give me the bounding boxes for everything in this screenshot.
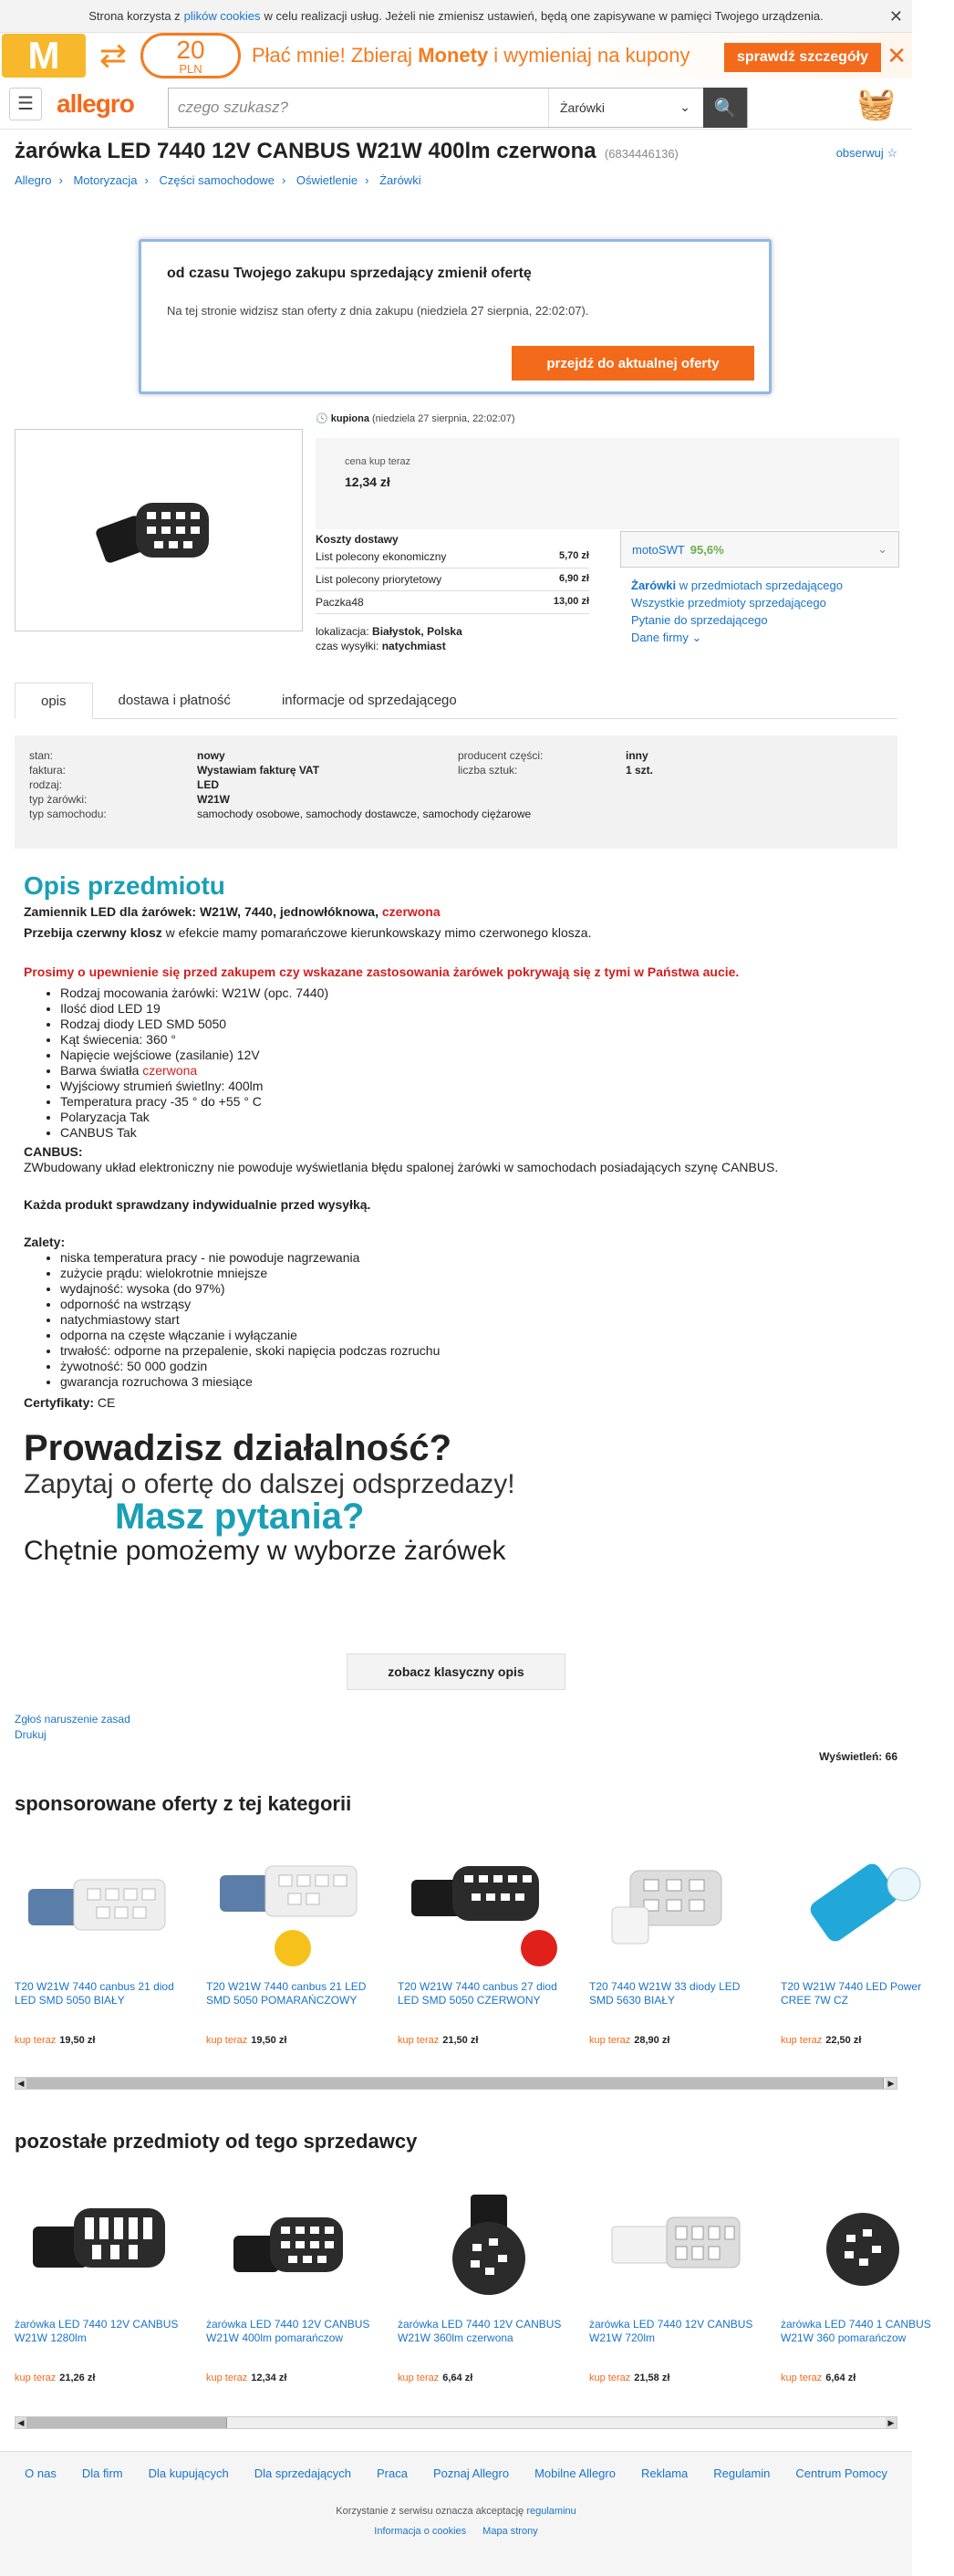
- price-value: 19,50 zł: [251, 2035, 287, 2046]
- coin-value: 20: [176, 35, 205, 64]
- offer-card[interactable]: [15, 1843, 188, 2046]
- spec-item: • Napięcie wejściowe (zasilanie) 12V: [60, 1048, 899, 1063]
- spec-list: [60, 986, 899, 1141]
- location-info: [316, 624, 462, 653]
- footer-link[interactable]: Praca: [376, 2466, 408, 2480]
- spec-item: • CANBUS Tak: [60, 1125, 899, 1141]
- param-value: 1 szt.: [626, 764, 654, 777]
- seller-box[interactable]: [620, 531, 899, 568]
- send-value: natychmiast: [381, 640, 446, 652]
- tab-seller-info[interactable]: informacje od sprzedającego: [281, 692, 457, 708]
- price-value: 19,50 zł: [59, 2035, 96, 2046]
- search-input[interactable]: czego szukasz?: [178, 99, 288, 116]
- report-violation-link[interactable]: Zgłoś naruszenie zasad: [15, 1713, 130, 1726]
- param-key: rodzaj:: [29, 778, 63, 791]
- offer-image[interactable]: [206, 1843, 379, 1971]
- footer-link[interactable]: Dla sprzedających: [254, 2466, 351, 2480]
- seller-items-carousel: [15, 2181, 931, 2409]
- offer-price: [398, 2373, 571, 2383]
- offer-card[interactable]: [15, 2181, 188, 2383]
- parameters-table: [15, 735, 897, 849]
- close-icon[interactable]: ✕: [888, 7, 903, 26]
- promo-heading-questions: Masz pytania?: [115, 1497, 365, 1537]
- scroll-right-icon[interactable]: ▶: [886, 2417, 897, 2428]
- breadcrumb-item[interactable]: Allegro: [15, 173, 52, 187]
- purchase-info: [316, 412, 515, 424]
- param-value: W21W: [197, 793, 230, 806]
- advantage-item: • odporna na częste włączanie i wyłączanie: [60, 1328, 899, 1343]
- dialog-title: od czasu Twojego zakupu sprzedający zmienił ofertę: [167, 266, 532, 281]
- terms-note: [0, 2506, 912, 2517]
- allegro-logo[interactable]: allegro: [57, 89, 134, 118]
- offer-card[interactable]: [589, 1843, 762, 2046]
- carousel-scrollbar[interactable]: [15, 2416, 897, 2429]
- advantage-item: • wydajność: wysoka (do 97%): [60, 1281, 899, 1297]
- classic-description-button[interactable]: zobacz klasyczny opis: [347, 1653, 565, 1690]
- promo-subheading-resale: Zapytaj o ofertę do dalszej odsprzedazy!: [24, 1469, 515, 1499]
- canbus-heading: CANBUS:: [24, 1144, 83, 1159]
- offer-image[interactable]: [206, 2181, 379, 2309]
- shipping-name: Paczka48: [316, 596, 364, 609]
- footer-link[interactable]: Mobilne Allegro: [534, 2466, 616, 2480]
- price-label: cena kup teraz: [345, 456, 411, 467]
- item-description: [24, 871, 899, 1566]
- footer-link[interactable]: O nas: [25, 2466, 57, 2480]
- sponsored-carousel: [15, 1843, 922, 2071]
- canbus-text: ZWbudowany układ elektroniczny nie powoduje wyświetlania błędu spalonej żarówki w samochodach posiadających szynę CANBUS.: [24, 1160, 779, 1174]
- spec-item: • Ilość diod LED 19: [60, 1001, 899, 1017]
- print-link[interactable]: Drukuj: [15, 1728, 47, 1741]
- param-value: Wystawiam fakturę VAT: [197, 764, 320, 777]
- scroll-left-icon[interactable]: ◀: [16, 2078, 26, 2089]
- breadcrumb-item[interactable]: Części samochodowe: [159, 173, 275, 187]
- offer-name[interactable]: żarówka LED 7440 12V CANBUS W21W 360lm czerwona: [398, 2318, 562, 2344]
- views-label: Wyświetleń:: [819, 1750, 883, 1763]
- param-value: LED: [197, 778, 219, 791]
- shipping-costs: [316, 533, 589, 614]
- price-value: 12,34 zł: [251, 2373, 287, 2383]
- footer-link[interactable]: Centrum Pomocy: [795, 2466, 887, 2480]
- shipping-price: 6,90 zł: [558, 573, 589, 584]
- breadcrumb-item[interactable]: Motoryzacja: [73, 173, 138, 187]
- param-key: producent części:: [458, 749, 544, 762]
- param-row: [29, 807, 883, 821]
- offer-name[interactable]: żarówka LED 7440 12V CANBUS W21W 1280lm: [15, 2318, 179, 2344]
- offer-name[interactable]: żarówka LED 7440 12V CANBUS W21W 400lm pomarańczow: [206, 2318, 370, 2344]
- ask-seller-link[interactable]: Pytanie do sprzedającego: [631, 613, 768, 627]
- go-to-current-offer-button[interactable]: przejdź do aktualnej oferty: [512, 346, 754, 381]
- breadcrumb-item[interactable]: Oświetlenie: [296, 173, 358, 187]
- promo-text-b: i wymieniaj na kupony: [488, 44, 690, 67]
- product-id: (6834446136): [604, 147, 679, 161]
- param-row: [29, 792, 883, 807]
- promo-text-bold: Monety: [418, 44, 489, 67]
- terms-link[interactable]: regulaminu: [526, 2506, 576, 2517]
- buy-now-label: kup teraz: [589, 2373, 631, 2383]
- offer-image[interactable]: [781, 1843, 954, 1971]
- buy-now-label: kup teraz: [781, 2373, 823, 2383]
- offer-price: [589, 2035, 762, 2046]
- buy-now-label: kup teraz: [206, 2373, 248, 2383]
- category-value: Żarówki: [560, 100, 606, 115]
- offer-card[interactable]: [206, 1843, 379, 2046]
- offer-image[interactable]: [589, 2181, 762, 2309]
- offer-price: [398, 2035, 571, 2046]
- offer-image[interactable]: [15, 1843, 188, 1971]
- seller-all-items-link[interactable]: Wszystkie przedmioty sprzedającego: [631, 596, 826, 610]
- sitemap-link[interactable]: Mapa strony: [482, 2526, 538, 2537]
- desc-red-text: czerwona: [381, 904, 441, 919]
- promo-heading-business: Prowadzisz działalność?: [24, 1428, 452, 1468]
- company-data-link[interactable]: Dane firmy ⌄: [631, 631, 702, 644]
- cookie-info-link[interactable]: Informacja o cookies: [374, 2526, 467, 2537]
- footer-link[interactable]: Dla kupujących: [148, 2466, 229, 2480]
- product-photo[interactable]: [15, 429, 303, 631]
- seller-name[interactable]: motoSWT: [632, 542, 685, 557]
- footer-link[interactable]: Regulamin: [713, 2466, 771, 2480]
- cart-icon[interactable]: 🧺: [856, 87, 896, 121]
- offer-image[interactable]: [781, 2181, 954, 2309]
- hamburger-menu-icon[interactable]: ☰: [9, 88, 42, 120]
- cookie-text-after: w celu realizacji usług. Jeżeli nie zmienisz ustawień, będą one zapisywane w pamięci Twojego urządzenia.: [264, 9, 824, 23]
- param-key: typ żarówki:: [29, 793, 88, 806]
- promo-banner[interactable]: [0, 33, 912, 78]
- price-box: [316, 438, 899, 529]
- cert-label: Certyfikaty:: [24, 1395, 95, 1410]
- price-value: 6,64 zł: [825, 2373, 856, 2383]
- advantage-item: • zużycie prądu: wielokrotnie mniejsze: [60, 1266, 899, 1281]
- offer-name[interactable]: T20 W21W 7440 LED Power CREE 7W CZ: [781, 1980, 922, 2007]
- coin-currency: PLN: [179, 61, 202, 76]
- promo-details-button[interactable]: sprawdź szczegóły: [724, 43, 881, 72]
- price-value: 12,34 zł: [345, 475, 390, 489]
- offer-price: [206, 2373, 379, 2383]
- advantage-item: • natychmiastowy start: [60, 1312, 899, 1328]
- param-key: typ samochodu:: [29, 808, 107, 820]
- advantages-heading: Zalety:: [24, 1235, 66, 1249]
- offer-card[interactable]: [589, 2181, 762, 2383]
- spec-item: • Rodzaj diody LED SMD 5050: [60, 1017, 899, 1032]
- advantage-item: • odporność na wstrząsy: [60, 1297, 899, 1312]
- tab-delivery[interactable]: dostawa i płatność: [118, 692, 231, 708]
- buy-now-label: kup teraz: [781, 2035, 823, 2046]
- footer-links: [0, 2466, 912, 2480]
- desc-text: Zamiennik LED dla żarówek: W21W, 7440, jednowłóknowa,: [24, 904, 382, 919]
- price-value: 21,26 zł: [59, 2373, 96, 2383]
- breadcrumb: Allegro › Motoryzacja › Części samochodowe › Oświetlenie › Żarówki: [15, 173, 421, 187]
- terms-text: Korzystanie z serwisu oznacza akceptację: [336, 2506, 527, 2517]
- shipping-name: List polecony ekonomiczny: [316, 550, 447, 563]
- footer-link[interactable]: Dla firm: [81, 2466, 123, 2480]
- product-title: żarówka LED 7440 12V CANBUS W21W 400lm czerwona: [15, 139, 596, 163]
- sponsored-heading: sponsorowane oferty z tej kategorii: [15, 1792, 352, 1815]
- scrollbar-thumb[interactable]: [26, 2417, 227, 2428]
- search-button[interactable]: [703, 88, 747, 128]
- offer-image[interactable]: [398, 2181, 571, 2309]
- offer-name[interactable]: T20 W21W 7440 canbus 27 diod LED SMD 5050 CZERWONY: [398, 1980, 557, 2007]
- description-line2: [24, 925, 899, 941]
- param-row: [29, 748, 883, 763]
- offer-name[interactable]: żarówka LED 7440 12V CANBUS W21W 720lm: [589, 2318, 753, 2344]
- exchange-arrows-icon: ⇄: [99, 37, 128, 74]
- buy-now-label: kup teraz: [206, 2035, 248, 2046]
- bought-label: kupiona: [330, 413, 369, 424]
- footer-bottom-links: [0, 2526, 912, 2537]
- cert-value: CE: [94, 1395, 116, 1410]
- tested-text: Każda produkt sprawdzany indywidualnie przed wysyłką.: [24, 1197, 371, 1212]
- coin-badge: [140, 33, 241, 78]
- desc-bold: Przebija czerwny klosz: [24, 925, 162, 940]
- seller-links: [631, 577, 843, 646]
- offer-price: [781, 2373, 954, 2383]
- certificates: [24, 1395, 899, 1411]
- spec-item: • Temperatura pracy -35 ° do +55 ° C: [60, 1094, 899, 1110]
- buy-now-label: kup teraz: [15, 2035, 57, 2046]
- buy-now-label: kup teraz: [589, 2035, 631, 2046]
- site-footer: [0, 2451, 912, 2576]
- seller-category-link-rest[interactable]: w przedmiotach sprzedającego: [679, 579, 843, 592]
- product-title-row: [0, 139, 912, 164]
- offer-price: [15, 2373, 188, 2383]
- param-key: liczba sztuk:: [458, 764, 518, 777]
- offer-card[interactable]: [206, 2181, 379, 2383]
- spec-item: • Rodzaj mocowania żarówki: W21W (opc. 7440): [60, 986, 899, 1001]
- price-value: 21,58 zł: [634, 2373, 670, 2383]
- cookie-link[interactable]: plików cookies: [183, 9, 261, 23]
- scrollbar-thumb[interactable]: [26, 2078, 884, 2089]
- spec-item: [60, 1063, 899, 1079]
- offer-changed-dialog: [139, 239, 772, 394]
- promo-text-a: Płać mnie! Zbieraj: [252, 44, 419, 67]
- shipping-header: Koszty dostawy: [316, 533, 399, 546]
- dialog-text: Na tej stronie widzisz stan oferty z dnia zakupu (niedziela 27 sierpnia, 22:02:07).: [167, 304, 589, 318]
- price-value: 21,50 zł: [442, 2035, 479, 2046]
- offer-card[interactable]: [398, 2181, 571, 2383]
- location-label: lokalizacja:: [316, 625, 369, 638]
- offer-card[interactable]: [781, 1843, 954, 2046]
- advantage-item: • żywotność: 50 000 godzin: [60, 1359, 899, 1374]
- tab-bar: [15, 683, 897, 719]
- spec-color: czerwona: [142, 1063, 198, 1078]
- offer-card[interactable]: [781, 2181, 954, 2383]
- promo-close-icon[interactable]: ✕: [887, 42, 907, 69]
- offer-name[interactable]: T20 W21W 7440 canbus 21 diod LED SMD 5050 BIAŁY: [15, 1980, 174, 2007]
- offer-name[interactable]: T20 7440 W21W 33 diody LED SMD 5630 BIAŁY: [589, 1980, 741, 2007]
- advantage-item: • gwarancja rozruchowa 3 miesiące: [60, 1374, 899, 1390]
- seller-items-heading: pozostałe przedmioty od tego sprzedawcy: [15, 2130, 418, 2153]
- cookie-bar: [0, 0, 912, 33]
- param-row: [29, 763, 883, 777]
- shipping-price: 5,70 zł: [558, 550, 589, 561]
- spec-item: • Wyjściowy strumień świetlny: 400lm: [60, 1079, 899, 1094]
- param-value: samochody osobowe, samochody dostawcze, samochody ciężarowe: [197, 808, 532, 820]
- search-icon: 🔍: [713, 98, 737, 119]
- led-bulb-image: [81, 475, 236, 585]
- advantage-item: • trwałość: odporne na przepalenie, skoki napięcia podczas rozruchu: [60, 1343, 899, 1359]
- offer-name[interactable]: żarówka LED 7440 1 CANBUS W21W 360 pomarańczow: [781, 2318, 931, 2344]
- spec-label: Barwa światła: [60, 1063, 143, 1078]
- site-header: [0, 78, 912, 130]
- shipping-row: [316, 568, 589, 591]
- monety-logo: M: [2, 34, 86, 78]
- price-value: 6,64 zł: [442, 2373, 473, 2383]
- offer-name[interactable]: T20 W21W 7440 canbus 21 LED SMD 5050 POMARAŃCZOWY: [206, 1980, 367, 2007]
- promo-text: [252, 44, 690, 68]
- seller-rating: 95,6%: [690, 542, 724, 557]
- shipping-row: [316, 546, 589, 568]
- shipping-price: 13,00 zł: [553, 596, 589, 607]
- param-key: faktura:: [29, 764, 67, 777]
- bought-date: (niedziela 27 sierpnia, 22:02:07): [372, 413, 515, 424]
- param-value: inny: [626, 749, 648, 762]
- shipping-row: [316, 591, 589, 614]
- scroll-right-icon[interactable]: ▶: [886, 2078, 897, 2089]
- warning-text: Prosimy o upewnienie się przed zakupem czy wskazane zastosowania żarówek pokrywają się z tymi w Państwa aucie.: [24, 965, 740, 979]
- offer-price: [15, 2035, 188, 2046]
- report-links: [15, 1712, 130, 1743]
- param-value: nowy: [197, 749, 225, 762]
- send-label: czas wysyłki:: [316, 640, 379, 652]
- chevron-down-icon: ⌄: [679, 99, 690, 114]
- seller-category-link[interactable]: Żarówki: [631, 579, 677, 592]
- offer-card[interactable]: [398, 1843, 571, 2046]
- price-value: 28,90 zł: [634, 2035, 670, 2046]
- breadcrumb-item[interactable]: Żarówki: [379, 173, 421, 187]
- promo-subheading-help: Chętnie pomożemy w wyborze żarówek: [24, 1536, 506, 1566]
- advantages-list: [60, 1250, 899, 1390]
- offer-image[interactable]: [589, 1843, 762, 1971]
- offer-price: [589, 2373, 762, 2383]
- buy-now-label: kup teraz: [15, 2373, 57, 2383]
- param-key: stan:: [29, 749, 54, 762]
- spec-item: • Polaryzacja Tak: [60, 1110, 899, 1125]
- shipping-name: List polecony priorytetowy: [316, 573, 442, 586]
- tab-description[interactable]: opis: [15, 683, 93, 719]
- offer-image[interactable]: [15, 2181, 188, 2309]
- spec-item: • Kąt świecenia: 360 °: [60, 1032, 899, 1048]
- description-line1: [24, 904, 899, 920]
- desc-text: w efekcie mamy pomarańczowe kierunkowskazy mimo czerwonego klosza.: [161, 925, 592, 940]
- param-row: [29, 777, 883, 792]
- buy-now-label: kup teraz: [398, 2035, 440, 2046]
- description-heading: Opis przedmiotu: [24, 871, 225, 900]
- buy-now-label: kup teraz: [398, 2373, 440, 2383]
- carousel-scrollbar[interactable]: [15, 2077, 897, 2090]
- price-value: 22,50 zł: [825, 2035, 862, 2046]
- offer-price: [206, 2035, 379, 2046]
- chevron-down-icon[interactable]: ⌄: [877, 542, 887, 556]
- location-value: Białystok, Polska: [372, 625, 462, 638]
- views-counter: [819, 1750, 897, 1763]
- cookie-text-before: Strona korzysta z: [88, 9, 181, 23]
- footer-link[interactable]: Reklama: [640, 2466, 689, 2480]
- footer-link[interactable]: Poznaj Allegro: [432, 2466, 510, 2480]
- scroll-left-icon[interactable]: ◀: [16, 2417, 26, 2428]
- clock-icon: 🕓: [316, 413, 328, 424]
- views-value: 66: [885, 1750, 897, 1763]
- search-bar: [168, 88, 748, 128]
- advantage-item: • niska temperatura pracy - nie powoduje nagrzewania: [60, 1250, 899, 1266]
- category-select[interactable]: [548, 89, 703, 127]
- offer-price: [781, 2035, 954, 2046]
- watch-button[interactable]: obserwuj ☆: [835, 146, 897, 160]
- offer-image[interactable]: [398, 1843, 571, 1971]
